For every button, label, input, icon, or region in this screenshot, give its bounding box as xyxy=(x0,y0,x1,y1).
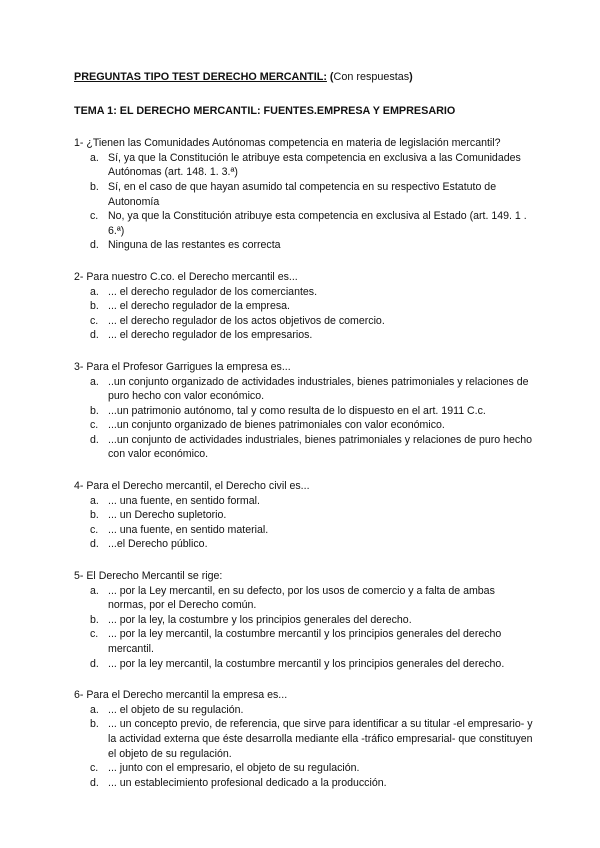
answer-text: ...un conjunto de actividades industriales, bienes patrimoniales y relaciones de puro hecho con valor económico. xyxy=(108,433,533,461)
answer-option xyxy=(74,238,534,253)
title-main: PREGUNTAS TIPO TEST DERECHO MERCANTIL: xyxy=(74,71,327,83)
answer-text: No, ya que la Constitución atribuye esta competencia en exclusiva al Estado (art. 149. 1 . 6.ª) xyxy=(108,210,527,237)
answer-text: ... una fuente, en sentido formal. xyxy=(108,494,260,507)
question-text: 2- Para nuestro C.co. el Derecho mercantil es... xyxy=(74,270,298,283)
answer-text: ... una fuente, en sentido material. xyxy=(108,523,269,536)
answer-list xyxy=(74,494,534,552)
answer-letter: a. xyxy=(90,494,99,507)
section-heading: TEMA 1: EL DERECHO MERCANTIL: FUENTES.EMPRESA Y EMPRESARIO xyxy=(74,104,456,117)
question-3 xyxy=(74,360,534,462)
answer-option xyxy=(74,494,534,509)
answer-option xyxy=(74,328,534,343)
answer-text: Sí, ya que la Constitución le atribuye esta competencia en exclusiva a las Comunidades Autónomas (art. 148. 1. 3.ª) xyxy=(108,151,521,179)
answer-letter: d. xyxy=(90,433,99,446)
answer-list xyxy=(74,375,534,463)
answer-letter: c. xyxy=(90,628,99,641)
question-2 xyxy=(74,270,534,343)
question-text: 3- Para el Profesor Garrigues la empresa es... xyxy=(74,360,291,373)
answer-option xyxy=(74,537,534,552)
document-body xyxy=(74,70,534,790)
answer-text: ... junto con el empresario, el objeto de su regulación. xyxy=(108,762,360,775)
answer-letter: c. xyxy=(90,419,99,432)
answer-text: ... el derecho regulador de los actos objetivos de comercio. xyxy=(108,314,385,327)
answer-option xyxy=(74,299,534,314)
answer-letter: b. xyxy=(90,404,99,417)
answer-option xyxy=(74,761,534,776)
answer-list xyxy=(74,151,534,253)
answer-list xyxy=(74,703,534,791)
answer-letter: c. xyxy=(90,314,99,327)
answer-letter: a. xyxy=(90,285,99,298)
answer-letter: c. xyxy=(90,523,99,536)
answer-letter: a. xyxy=(90,703,99,716)
title-paren-open: ( xyxy=(326,71,334,83)
answer-letter: a. xyxy=(90,584,99,597)
answer-text: ... el derecho regulador de la empresa. xyxy=(108,300,290,313)
answer-text: Ninguna de las restantes es correcta xyxy=(108,239,281,252)
answer-text: ...un patrimonio autónomo, tal y como resulta de lo dispuesto en el art. 1911 C.c. xyxy=(108,404,486,417)
answer-text: ... un Derecho supletorio. xyxy=(108,509,227,522)
answer-option xyxy=(74,433,534,462)
answer-option xyxy=(74,151,534,180)
question-text: 4- Para el Derecho mercantil, el Derecho civil es... xyxy=(74,480,310,493)
answer-text: ... el derecho regulador de los comerciantes. xyxy=(108,285,318,298)
answer-text: ... por la ley mercantil, la costumbre mercantil y los principios generales del derecho. xyxy=(108,657,505,670)
answer-option xyxy=(74,375,534,404)
answer-letter: a. xyxy=(90,375,99,388)
answer-text: ... un concepto previo, de referencia, que sirve para identificar a su titular -el empresario- y la actividad externa que éste desarrolla mediante ella -tráfico empresarial- que constituyen el objeto de su regulación. xyxy=(108,718,533,760)
answer-list xyxy=(74,285,534,343)
answer-letter: b. xyxy=(90,300,99,313)
answer-option xyxy=(74,285,534,300)
answer-text: ... por la ley, la costumbre y los principios generales del derecho. xyxy=(108,613,412,626)
question-6 xyxy=(74,688,534,790)
answer-text: ...un conjunto organizado de bienes patrimoniales con valor económico. xyxy=(108,419,445,432)
answer-option xyxy=(74,657,534,672)
answer-option xyxy=(74,627,534,656)
answer-option xyxy=(74,584,534,613)
question-1 xyxy=(74,136,534,253)
answer-letter: a. xyxy=(90,151,99,164)
answer-letter: d. xyxy=(90,538,99,551)
answer-text: ... por la Ley mercantil, en su defecto, por los usos de comercio y a falta de ambas normas, por el Derecho común. xyxy=(108,584,495,612)
answer-text: ..un conjunto organizado de actividades industriales, bienes patrimoniales y relaciones de puro hecho con valor económico. xyxy=(108,375,529,403)
answer-text: ... por la ley mercantil, la costumbre mercantil y los principios generales del derecho mercantil. xyxy=(108,628,502,655)
document-title xyxy=(74,70,534,85)
answer-letter: b. xyxy=(90,718,99,731)
question-5 xyxy=(74,569,534,671)
answer-letter: d. xyxy=(90,329,99,342)
answer-option xyxy=(74,180,534,209)
answer-list xyxy=(74,584,534,672)
answer-letter: b. xyxy=(90,613,99,626)
answer-letter: d. xyxy=(90,657,99,670)
answer-option xyxy=(74,508,534,523)
title-paren-close: ) xyxy=(409,71,413,83)
question-4 xyxy=(74,479,534,552)
answer-option xyxy=(74,523,534,538)
answer-letter: c. xyxy=(90,762,99,775)
answer-option xyxy=(74,209,534,238)
answer-option xyxy=(74,776,534,791)
answer-text: ... el derecho regulador de los empresarios. xyxy=(108,329,313,342)
answer-option xyxy=(74,703,534,718)
answer-letter: d. xyxy=(90,239,99,252)
answer-text: Sí, en el caso de que hayan asumido tal competencia en su respectivo Estatuto de Autonomía xyxy=(108,180,497,208)
answer-text: ... el objeto de su regulación. xyxy=(108,703,244,716)
answer-option xyxy=(74,613,534,628)
question-text: 6- Para el Derecho mercantil la empresa es... xyxy=(74,689,288,702)
answer-letter: b. xyxy=(90,509,99,522)
answer-option xyxy=(74,717,534,761)
answer-letter: d. xyxy=(90,776,99,789)
question-text: 1- ¿Tienen las Comunidades Autónomas competencia en materia de legislación mercantil? xyxy=(74,137,501,150)
answer-option xyxy=(74,404,534,419)
answer-text: ... un establecimiento profesional dedicado a la producción. xyxy=(108,776,387,789)
answer-option xyxy=(74,314,534,329)
answer-letter: c. xyxy=(90,210,99,223)
answer-text: ...el Derecho público. xyxy=(108,538,208,551)
title-note: Con respuestas xyxy=(333,71,410,83)
answer-letter: b. xyxy=(90,180,99,193)
answer-option xyxy=(74,418,534,433)
question-text: 5- El Derecho Mercantil se rige: xyxy=(74,570,223,583)
